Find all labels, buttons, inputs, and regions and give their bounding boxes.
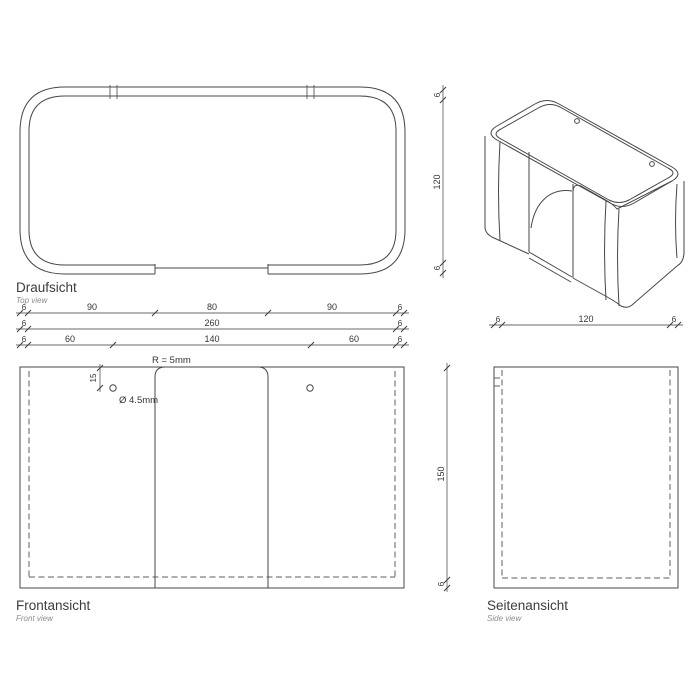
dim-value: 6 bbox=[671, 315, 677, 324]
dim-value: 120 bbox=[432, 174, 442, 190]
side-view-subtitle: Side view bbox=[487, 614, 522, 623]
dim-value: 6 bbox=[397, 335, 403, 344]
dim-value: 6 bbox=[21, 319, 27, 328]
front-view-title: Frontansicht bbox=[16, 598, 91, 613]
dim-value: 6 bbox=[397, 319, 403, 328]
iso-mounting-hole bbox=[575, 119, 580, 124]
iso-right-panel-top-edge bbox=[573, 181, 672, 209]
side-view-outline bbox=[494, 367, 678, 588]
iso-back-right-silhouette bbox=[677, 181, 684, 266]
front-height-dimension bbox=[436, 363, 450, 592]
dimension-row-1 bbox=[16, 302, 409, 316]
dim-value: 90 bbox=[326, 302, 338, 312]
top-view-flap-steps bbox=[155, 264, 268, 274]
dim-value: 120 bbox=[578, 314, 594, 324]
side-view-title: Seitenansicht bbox=[487, 598, 569, 613]
dim-value: 6 bbox=[437, 581, 446, 587]
dimension-row-2 bbox=[16, 318, 409, 332]
top-view-subtitle: Top view bbox=[16, 296, 48, 305]
iso-left-corner-curve-line bbox=[499, 142, 501, 241]
side-view-hidden-lines bbox=[502, 370, 670, 578]
mounting-hole-left bbox=[110, 385, 116, 391]
dim-value: 150 bbox=[436, 466, 446, 482]
front-view bbox=[20, 364, 404, 588]
iso-paper-arch bbox=[531, 191, 572, 228]
hole-offset-value: 15 bbox=[89, 373, 98, 383]
side-view bbox=[494, 367, 678, 588]
top-view-outer-outline bbox=[20, 87, 405, 274]
iso-mounting-hole bbox=[650, 162, 655, 167]
top-view bbox=[20, 85, 405, 274]
dim-value: 6 bbox=[21, 303, 27, 312]
isometric-view bbox=[485, 101, 684, 308]
hole-diameter-annotation: Ø 4.5mm bbox=[119, 395, 159, 406]
iso-top-rim-outer bbox=[491, 101, 678, 207]
dim-value: 6 bbox=[495, 315, 501, 324]
dim-value: 60 bbox=[64, 334, 76, 344]
mounting-hole-right bbox=[307, 385, 313, 391]
dim-value: 60 bbox=[348, 334, 360, 344]
iso-height-dimension bbox=[432, 85, 446, 278]
side-width-dimension bbox=[489, 314, 683, 328]
front-view-outline bbox=[20, 367, 404, 588]
top-view-title: Draufsicht bbox=[16, 280, 77, 295]
dimension-row-3 bbox=[16, 334, 409, 348]
dim-value: 6 bbox=[433, 265, 442, 271]
iso-front-corner-curve-lines bbox=[605, 201, 620, 306]
dim-value: 6 bbox=[397, 303, 403, 312]
iso-back-right-corner-curve-line bbox=[676, 184, 678, 258]
top-view-inner-outline bbox=[29, 96, 396, 265]
dim-value: 140 bbox=[204, 334, 220, 344]
front-view-subtitle: Front view bbox=[16, 614, 53, 623]
dim-value: 80 bbox=[206, 302, 218, 312]
dim-value: 260 bbox=[204, 318, 220, 328]
dim-value: 6 bbox=[21, 335, 27, 344]
iso-right-panel-bottom-edge bbox=[573, 266, 677, 307]
corner-radius-annotation: R = 5mm bbox=[152, 355, 191, 366]
iso-lower-flap-edges bbox=[529, 252, 572, 282]
dim-value: 90 bbox=[86, 302, 98, 312]
front-view-middle-panel-right-edge bbox=[258, 367, 268, 588]
front-view-hidden-lines bbox=[29, 371, 395, 577]
dim-value: 6 bbox=[433, 92, 442, 98]
